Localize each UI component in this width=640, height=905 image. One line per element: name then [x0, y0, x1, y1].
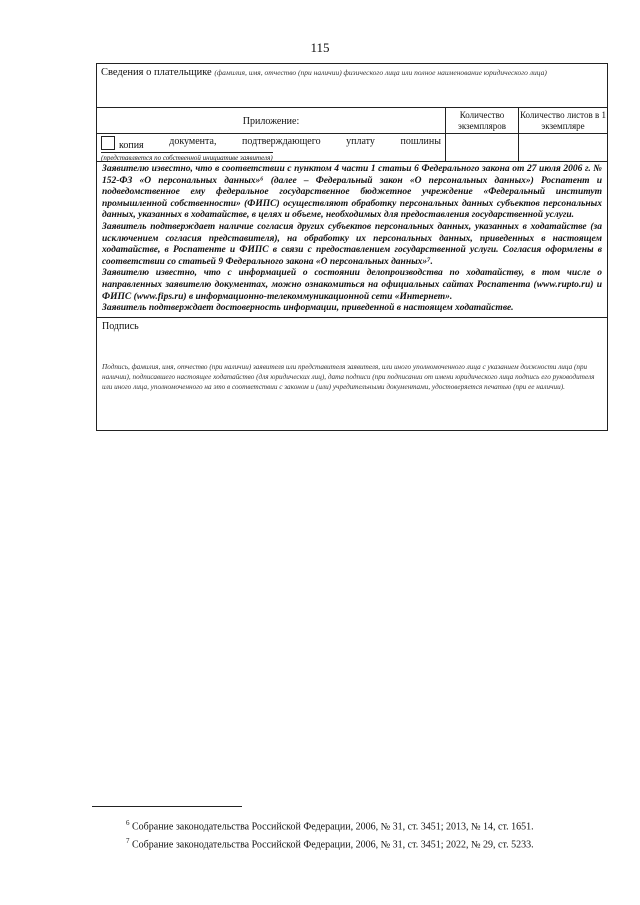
payer-label: Сведения о плательщике — [101, 67, 212, 78]
petition-form-table — [96, 63, 608, 431]
column-sheets-count: Количество листов в 1 экземпляре — [520, 110, 606, 131]
payment-copy-checkbox[interactable] — [101, 136, 115, 150]
appendix-item-hint: (представляется по собственной инициативе заявителя) — [101, 154, 273, 162]
page-number: 115 — [310, 40, 330, 55]
word-3: подтверждающего — [242, 136, 321, 147]
payer-hint: (фамилия, имя, отчество (при наличии) физического лица или полное наименование юридического лица) — [214, 68, 547, 77]
footnotes — [126, 816, 534, 853]
notice-paragraph-4: Заявитель подтверждает достоверность информации, приведенной в настоящем ходатайстве. — [102, 303, 514, 314]
word-4: уплату — [346, 136, 375, 147]
footnote-7: $^7$ Собрание законодательства Российской Федерации, 2006, № 31, ст. 3451; 2022, № 29, ст. 5233. — [126, 837, 534, 851]
footnote-6: $^6$ Собрание законодательства Российской Федерации, 2006, № 31, ст. 3451; 2013, № 14, ст. 1651. — [126, 819, 534, 833]
appendix-header-row — [97, 108, 607, 134]
consent-notice — [97, 162, 607, 318]
notice-paragraph-2: Заявитель подтверждает наличие согласия других субъектов персональных данных, указанных в ходатайстве (за исключением согласия представителя), на обработку их персональных данных, приведенных в настоящем ходатайстве, в Роспатенте и ФИПС в связи с предоставлением государственной услуги. Согласия оформлены в соответствии со статьей 9 Федерального закона «О персональных данных»⁷. — [102, 221, 602, 267]
payer-info-field[interactable] — [97, 64, 607, 108]
signature-label: Подпись — [102, 320, 139, 332]
signature-hint: Подпись, фамилия, имя, отчество (при наличии) заявителя или представителя заявителя, или иного уполномоченного лица с указанием должности лица (при наличии), подписавшего настоящее ходатайство (для юридических лиц), дата подписи (при подписании от имени юридического лица подпись его руководителя или иного лица, уполномоченного на это в соответствии с законом и (или) учредительными документами, удостоверяется печатью (при ее наличии). — [102, 362, 595, 391]
appendix-item-row — [97, 134, 607, 162]
notice-paragraph-1: Заявителю известно, что в соответствии с пунктом 4 части 1 статьи 6 Федерального закона от 27 июля 2006 г. № 152-ФЗ «О персональных данных»⁶ (далее – Федеральный закон «О персональных данных») Роспатент и подведомственное ему федеральное государственное бюджетное учреждение «Федеральный институт промышленной собственности» (ФИПС) осуществляют обработку персональных данных субъектов персональных данных, указанных в ходатайстве, в целях и объеме, необходимых для предоставления государственной услуги. — [102, 164, 602, 221]
notice-paragraph-3: Заявителю известно, что с информацией о состоянии делопроизводства по ходатайству, в том числе о направленных заявителю документах, можно ознакомиться на официальных сайтах Роспатента (www.rupto.ru) и ФИПС (www.fips.ru) в информационно-телекоммуникационной сети «Интернет». — [102, 268, 602, 302]
footnote-separator — [92, 806, 242, 807]
word-5: пошлины — [400, 136, 441, 147]
column-copies-count: Количество экземпляров — [446, 108, 519, 133]
appendix-item-cell — [97, 134, 446, 161]
word-2: документа, — [169, 136, 217, 147]
signature-field[interactable] — [97, 318, 607, 430]
copies-count-input[interactable] — [446, 134, 519, 161]
sheets-count-input[interactable] — [519, 134, 607, 161]
word-1: копия — [119, 140, 144, 151]
appendix-title: Приложение: — [97, 108, 446, 133]
appendix-item-text — [101, 136, 441, 151]
